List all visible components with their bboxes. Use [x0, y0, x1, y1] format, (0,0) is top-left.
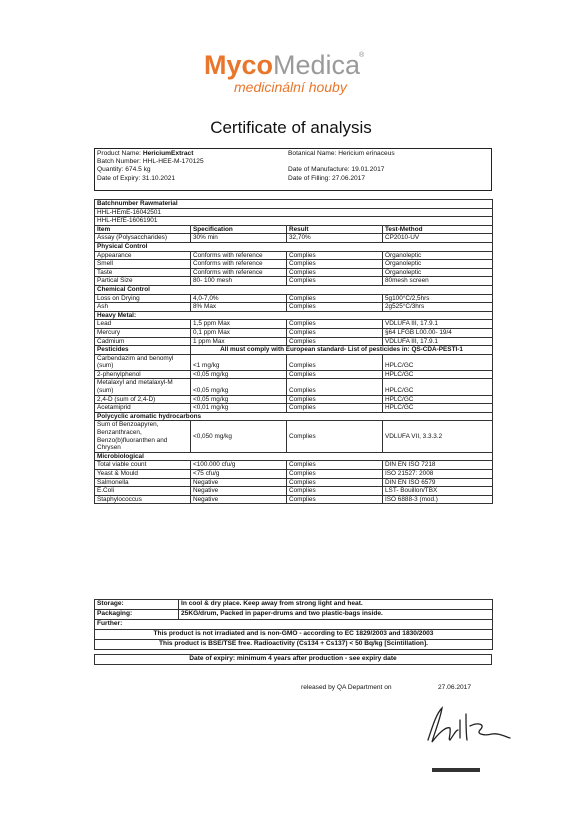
- item-cell: Appearance: [95, 251, 191, 260]
- storage-label: Storage:: [95, 600, 179, 610]
- item-cell: Cadmium: [95, 337, 191, 346]
- item-cell: Acetamiprid: [95, 404, 191, 413]
- table-row: [95, 461, 493, 470]
- quantity-line: Quantity: 674.5 kg: [97, 166, 151, 174]
- table-row: [95, 354, 493, 370]
- item-cell: Sum of Benzoapyren, Benzanthracen, Benzo(b)fluoranthen and Chrysen: [95, 421, 191, 452]
- result-cell: Complies: [287, 470, 383, 479]
- header-empty-line: [288, 158, 395, 166]
- filling-date-line: Date of Filling: 27.06.2017: [288, 174, 365, 182]
- method-cell: CP2010-UV: [383, 234, 493, 243]
- method-cell: VDLUFA VII, 3.3.3.2: [383, 421, 493, 452]
- batch-raw-number: HHL-HEmE-16042501: [95, 208, 493, 217]
- product-name-line: Product Name: HericiumExtract: [97, 150, 194, 157]
- result-cell: Complies: [287, 478, 383, 487]
- specification-cell: 1,5 ppm Max: [191, 320, 287, 329]
- item-cell: Loss on Drying: [95, 294, 191, 303]
- result-cell: Complies: [287, 294, 383, 303]
- method-cell: HPLC/GC: [383, 354, 493, 370]
- storage-row: [95, 600, 493, 610]
- registered-mark: ®: [359, 52, 365, 59]
- storage-packaging-table: [94, 599, 493, 650]
- table-row: [95, 421, 493, 452]
- table-row: [95, 277, 493, 286]
- result-cell: Complies: [287, 487, 383, 496]
- column-header: Specification: [191, 225, 287, 234]
- specification-cell: <100.000 cfu/g: [191, 461, 287, 470]
- specification-cell: 4,0-7,0%: [191, 294, 287, 303]
- item-cell: E.Coli: [95, 487, 191, 496]
- table-row: [95, 234, 493, 243]
- section-heading: Pesticides: [95, 346, 191, 355]
- item-cell: 2-phenylphenol: [95, 370, 191, 379]
- specification-cell: <0,05 mg/kg: [191, 379, 287, 395]
- item-cell: Smell: [95, 260, 191, 269]
- expiry-line: Date of Expiry: 31.10.2021: [97, 174, 176, 182]
- table-row: [95, 328, 493, 337]
- item-cell: Lead: [95, 320, 191, 329]
- item-cell: Partical Size: [95, 277, 191, 286]
- bse-statement: This product is BSE/TSE free. Radioactivity (Cs134 + Cs137) < 50 Bq/kg [Scintillation].: [95, 640, 493, 650]
- table-row: [95, 217, 493, 226]
- table-row: [95, 346, 493, 355]
- item-cell: Ash: [95, 303, 191, 312]
- section-heading: Batchnumber Rawmaterial: [95, 200, 493, 209]
- method-cell: §64 LFGB L00.00- 19/4: [383, 328, 493, 337]
- bse-row: [95, 640, 493, 650]
- table-row: [95, 370, 493, 379]
- table-row: [95, 260, 493, 269]
- method-cell: 2g525°C/3hrs: [383, 303, 493, 312]
- gmo-statement: This product is not irradiated and is non-GMO - according to EC 1829/2003 and 1830/2003: [95, 630, 493, 640]
- specification-cell: Conforms with reference: [191, 251, 287, 260]
- release-date: 27.06.2017: [438, 684, 472, 691]
- batch-number-line: Batch Number: HHL-HEE-M-170125: [97, 158, 204, 166]
- method-cell: DIN EN ISO 7218: [383, 461, 493, 470]
- further-label: Further:: [95, 620, 493, 630]
- column-header: Item: [95, 225, 191, 234]
- table-row: [95, 200, 493, 209]
- released-by-text: released by QA Department on: [301, 684, 392, 691]
- section-heading: Physical Control: [95, 242, 493, 251]
- section-heading: Microbiological: [95, 452, 493, 461]
- result-cell: Complies: [287, 370, 383, 379]
- method-cell: Organoleptic: [383, 260, 493, 269]
- method-cell: HPLC/GC: [383, 370, 493, 379]
- specification-cell: 0,1 ppm Max: [191, 328, 287, 337]
- gmo-row: [95, 630, 493, 640]
- logo-tagline: medicinální houby: [234, 79, 347, 95]
- specification-cell: 30% min: [191, 234, 287, 243]
- further-row: [95, 620, 493, 630]
- result-cell: Complies: [287, 495, 383, 504]
- specification-cell: 8% Max: [191, 303, 287, 312]
- packaging-row: [95, 610, 493, 620]
- table-row: [95, 225, 493, 234]
- table-row: [95, 395, 493, 404]
- method-cell: 80mesh screen: [383, 277, 493, 286]
- result-cell: Complies: [287, 251, 383, 260]
- specification-cell: <0,01 mg/kg: [191, 404, 287, 413]
- method-cell: VDLUFA III, 17.9.1: [383, 337, 493, 346]
- method-cell: VDLUFA III, 17.9.1: [383, 320, 493, 329]
- section-heading: Polycyclic aromatic hydrocarbons: [95, 412, 493, 421]
- packaging-text: 25KG/drum, Packed in paper-drums and two plastic-bags inside.: [179, 610, 493, 620]
- result-cell: Complies: [287, 268, 383, 277]
- result-cell: Complies: [287, 354, 383, 370]
- table-row: [95, 487, 493, 496]
- pesticide-note: All must comply with European standard- List of pesticides in: QS-CDA-PESTI-1: [191, 346, 493, 355]
- stamp-mark: [432, 768, 480, 772]
- table-row: [95, 251, 493, 260]
- item-cell: Staphylococcus: [95, 495, 191, 504]
- footer-section: [94, 599, 492, 665]
- table-row: [95, 268, 493, 277]
- table-row: [95, 379, 493, 395]
- table-row: [95, 311, 493, 320]
- item-cell: Carbendazim and benomyl (sum): [95, 354, 191, 370]
- specification-cell: <0,05 mg/kg: [191, 395, 287, 404]
- method-cell: DIN EN ISO 6579: [383, 478, 493, 487]
- result-cell: Complies: [287, 421, 383, 452]
- table-row: [95, 242, 493, 251]
- result-cell: Complies: [287, 379, 383, 395]
- table-row: [95, 303, 493, 312]
- method-cell: HPLC/GC: [383, 395, 493, 404]
- result-cell: Complies: [287, 337, 383, 346]
- manufacture-date-line: Date of Manufacture: 19.01.2017: [288, 166, 385, 174]
- handwritten-signature: [420, 700, 520, 750]
- specification-cell: Conforms with reference: [191, 260, 287, 269]
- table-row: [95, 478, 493, 487]
- result-cell: Complies: [287, 395, 383, 404]
- item-cell: Taste: [95, 268, 191, 277]
- packaging-label: Packaging:: [95, 610, 179, 620]
- section-heading: Heavy Metal:: [95, 311, 493, 320]
- method-cell: 5g100°C/2,5hrs: [383, 294, 493, 303]
- result-cell: Complies: [287, 320, 383, 329]
- column-header: Result: [287, 225, 383, 234]
- logo-wordmark: MycoMedica: [204, 50, 361, 80]
- specification-cell: 1 ppm Max: [191, 337, 287, 346]
- result-cell: Complies: [287, 404, 383, 413]
- method-cell: ISO 6888-3 (mod.): [383, 495, 493, 504]
- document-title: Certificate of analysis: [210, 118, 372, 137]
- result-cell: Complies: [287, 277, 383, 286]
- company-logo: [200, 50, 380, 100]
- expiry-note: Date of expiry: minimum 4 years after production - see expiry date: [95, 655, 492, 665]
- table-row: [95, 294, 493, 303]
- item-cell: Yeast & Mould: [95, 470, 191, 479]
- column-header: Test-Method: [383, 225, 493, 234]
- specification-cell: Negative: [191, 487, 287, 496]
- section-heading: Chemical Control: [95, 285, 493, 294]
- table-row: [95, 208, 493, 217]
- table-row: [95, 495, 493, 504]
- item-cell: 2,4-D (sum of 2,4-D): [95, 395, 191, 404]
- item-cell: Assay (Polysaccharides): [95, 234, 191, 243]
- method-cell: HPLC/GC: [383, 379, 493, 395]
- result-cell: 32,70%: [287, 234, 383, 243]
- table-row: [95, 320, 493, 329]
- result-cell: Complies: [287, 260, 383, 269]
- analysis-table-body: [95, 200, 493, 504]
- item-cell: Mercury: [95, 328, 191, 337]
- expiry-note-row: [95, 655, 492, 665]
- table-row: [95, 412, 493, 421]
- specification-cell: <0,050 mg/kg: [191, 421, 287, 452]
- method-cell: Organoleptic: [383, 268, 493, 277]
- specification-cell: <1 mg/kg: [191, 354, 287, 370]
- specification-cell: Negative: [191, 478, 287, 487]
- header-right-column: [288, 150, 395, 183]
- specification-cell: <0,05 mg/kg: [191, 370, 287, 379]
- table-row: [95, 470, 493, 479]
- table-row: [95, 404, 493, 413]
- table-row: [95, 337, 493, 346]
- batch-raw-number: HHL-HEfE-16061901: [95, 217, 493, 226]
- table-row: [95, 452, 493, 461]
- product-header-box: [94, 148, 492, 191]
- method-cell: HPLC/GC: [383, 404, 493, 413]
- expiry-note-table: [94, 654, 492, 665]
- method-cell: Organoleptic: [383, 251, 493, 260]
- table-row: [95, 285, 493, 294]
- header-left-column: [97, 150, 204, 183]
- result-cell: Complies: [287, 303, 383, 312]
- specification-cell: Conforms with reference: [191, 268, 287, 277]
- analysis-table: [94, 199, 493, 504]
- method-cell: LST- Bouillon/TBX: [383, 487, 493, 496]
- botanical-name-line: Botanical Name: Hericium erinaceus: [288, 150, 395, 157]
- method-cell: ISO 21527: 2008: [383, 470, 493, 479]
- specification-cell: <75 cfu/g: [191, 470, 287, 479]
- specification-cell: 80- 100 mesh: [191, 277, 287, 286]
- item-cell: Metalaxyl and metalaxyl-M (sum): [95, 379, 191, 395]
- item-cell: Salmonella: [95, 478, 191, 487]
- result-cell: Complies: [287, 461, 383, 470]
- item-cell: Total viable count: [95, 461, 191, 470]
- specification-cell: Negative: [191, 495, 287, 504]
- storage-text: In cool & dry place. Keep away from strong light and heat.: [179, 600, 493, 610]
- result-cell: Complies: [287, 328, 383, 337]
